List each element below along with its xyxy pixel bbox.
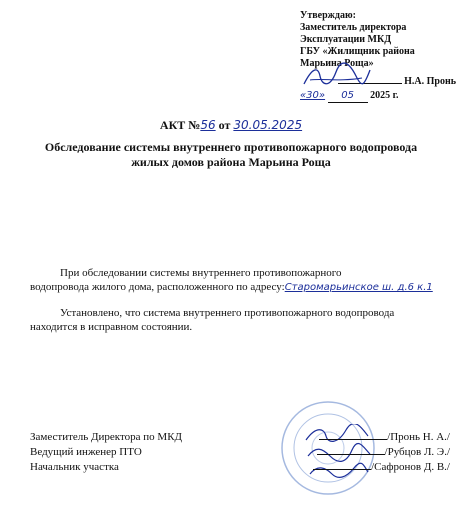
approval-signer-name: Н.А. Пронь — [404, 76, 456, 87]
signature-roles — [30, 430, 182, 475]
approval-org-line2: Марьина Роща» — [300, 58, 374, 69]
name-rubtsov: /Рубцов Л. Э./ — [384, 446, 450, 458]
role-lead-engineer: Ведущий инженер ПТО — [30, 446, 142, 458]
name-safronov: /Сафронов Д. В./ — [371, 461, 450, 473]
subject-line1: Обследование системы внутреннего противопожарного водопровода — [44, 140, 418, 154]
conclusion-line1: Установлено, что система внутреннего противопожарного водопровода — [60, 307, 395, 319]
act-prefix: АКТ № — [159, 118, 201, 132]
conclusion-line2: находится в исправном состоянии. — [30, 321, 193, 333]
approval-header: Утверждаю: — [300, 10, 356, 21]
act-date-prefix: от — [218, 118, 231, 132]
inspection-line2 — [30, 280, 440, 295]
approval-date-year: 2025 г. — [370, 90, 399, 101]
inspection-line2-text: водопровода жилого дома, расположенного по адресу: — [30, 281, 285, 293]
signature-row-2 — [300, 445, 450, 460]
inspection-paragraph — [30, 266, 440, 295]
signature-row-3 — [300, 460, 450, 475]
role-deputy-director: Заместитель Директора по МКД — [30, 431, 183, 443]
approval-position-line2: Эксплуатации МКД — [300, 34, 392, 45]
approval-position-line1: Заместитель директора — [300, 22, 407, 33]
approval-date-day: «30» — [300, 90, 326, 101]
name-pron: /Пронь Н. А./ — [387, 431, 450, 443]
role-section-head: Начальник участка — [30, 461, 119, 473]
inspection-line1: При обследовании системы внутреннего противопожарного — [60, 267, 342, 279]
signature-names — [300, 430, 450, 475]
approval-org-line1: ГБУ «Жилищник района — [300, 46, 415, 57]
act-date: 30.05.2025 — [233, 118, 303, 132]
inspection-address: Старомарьинское ш. д.6 к.1 — [284, 282, 433, 293]
approval-date-month: 05 — [328, 90, 368, 103]
conclusion-paragraph — [30, 306, 440, 334]
approval-signature — [300, 62, 372, 92]
subject-line2: жилых домов района Марьина Роща — [131, 155, 331, 169]
act-title — [0, 118, 462, 133]
act-number: 56 — [200, 118, 216, 132]
signature-row-1 — [300, 430, 450, 445]
act-subject — [20, 140, 442, 170]
